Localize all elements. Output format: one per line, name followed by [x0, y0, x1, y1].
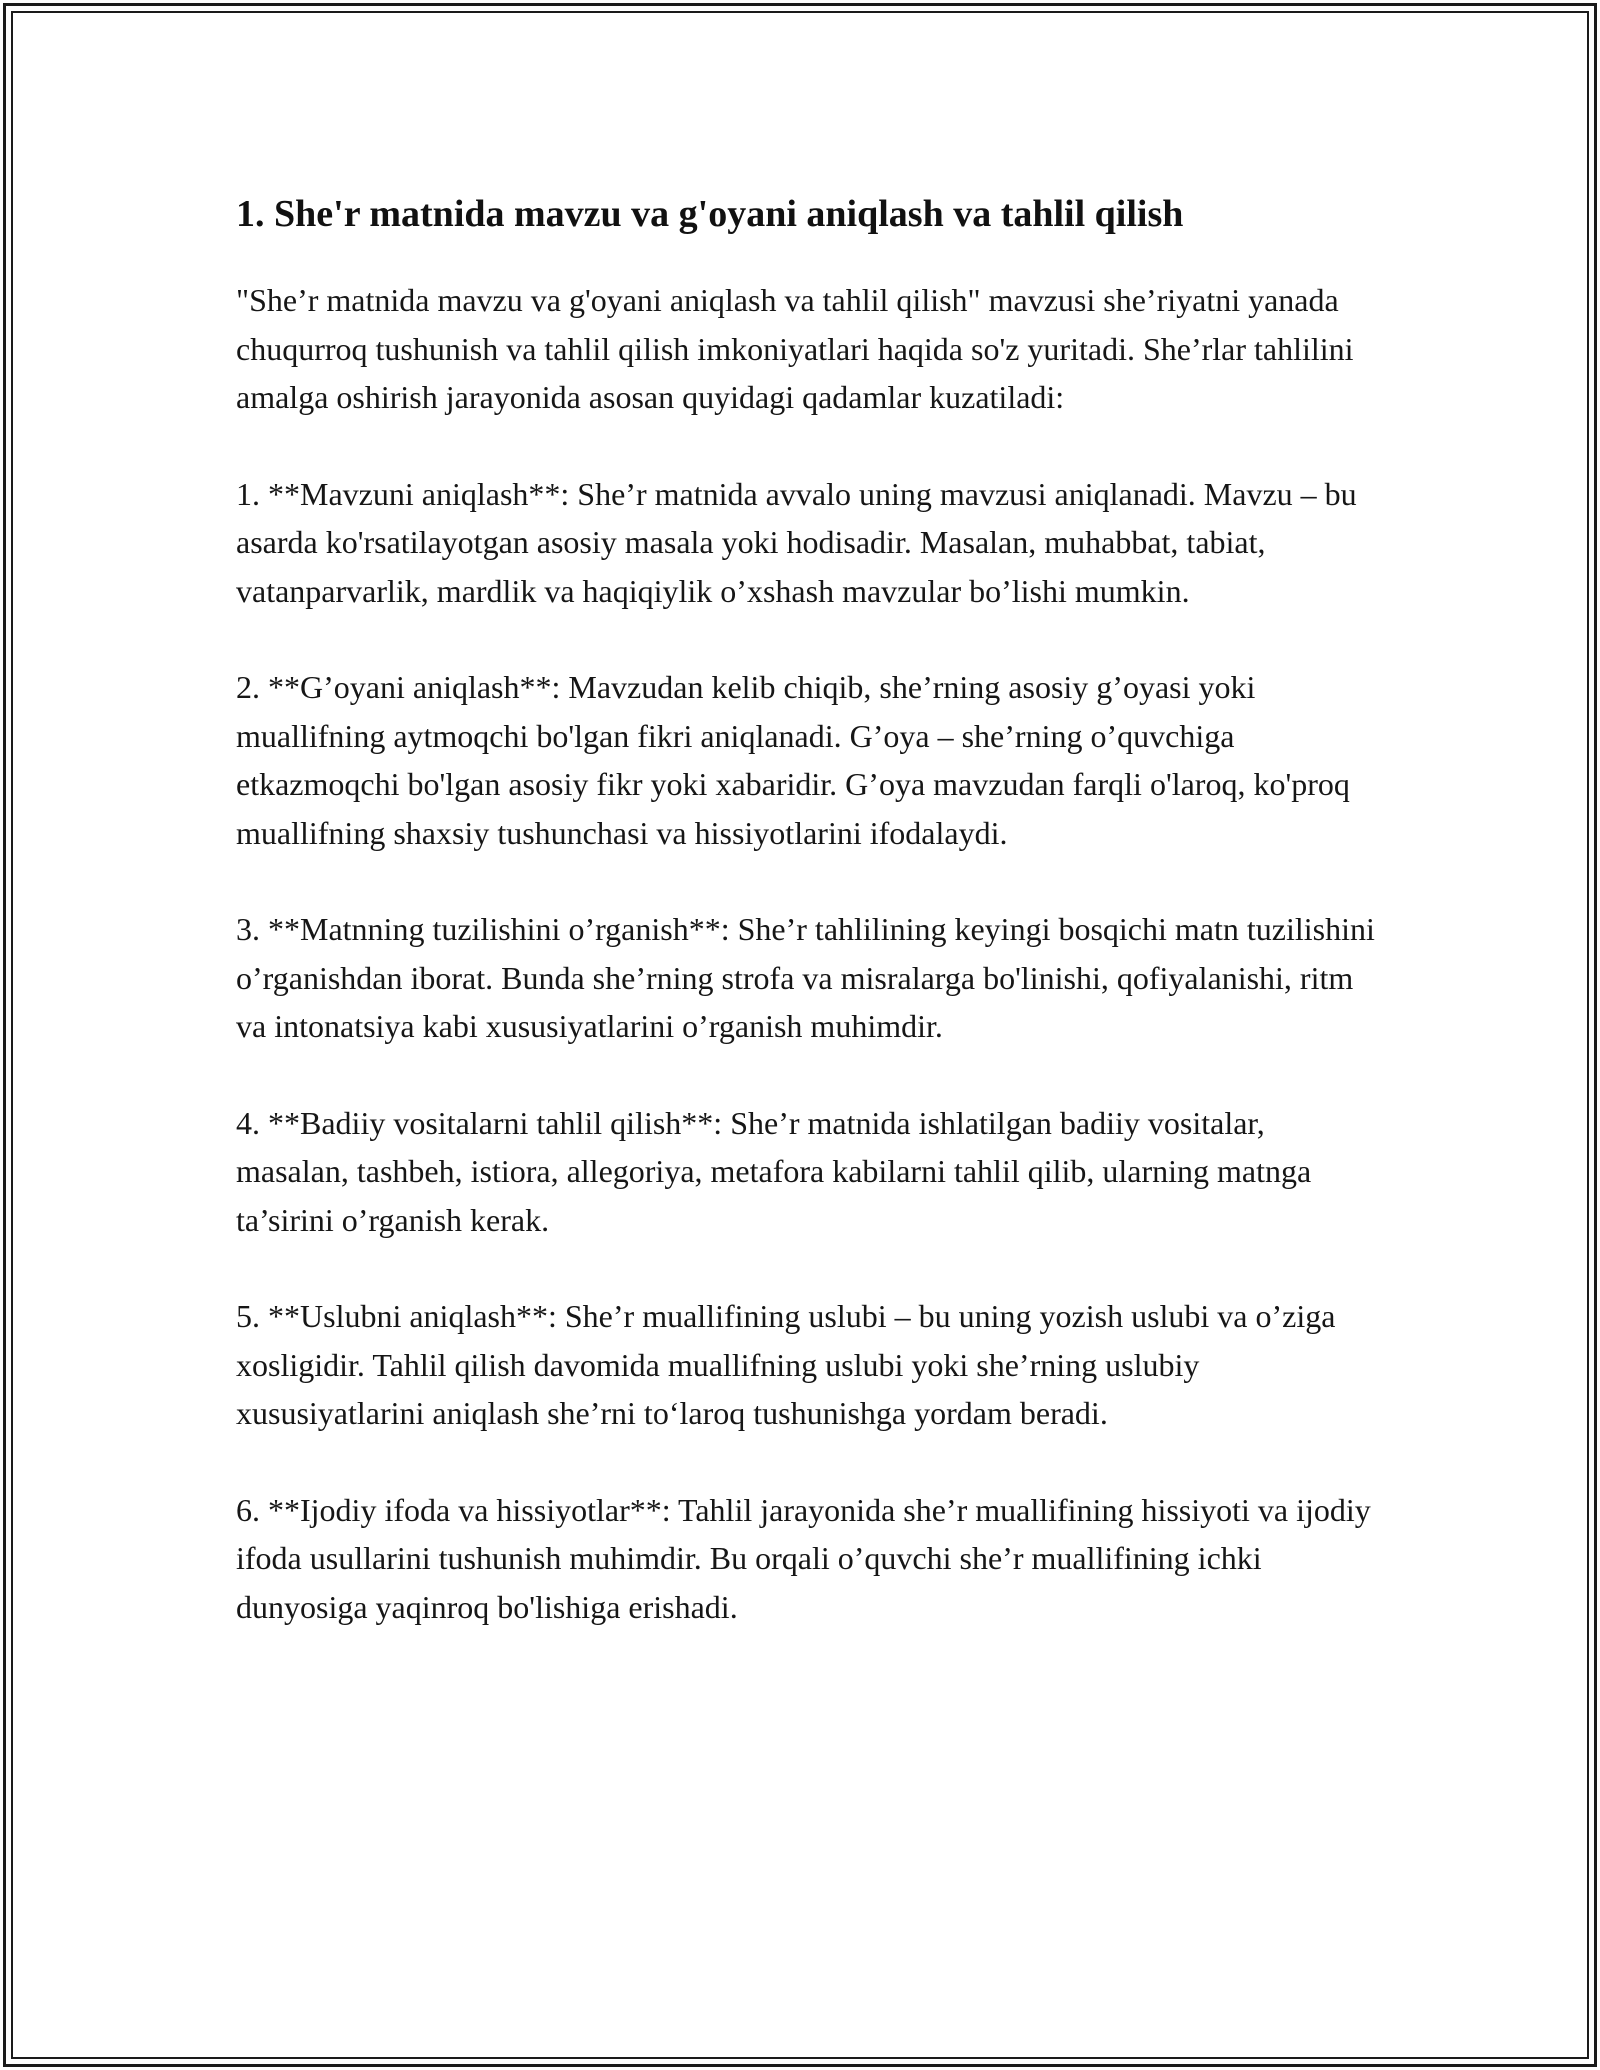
step-5-paragraph: 5. **Uslubni aniqlash**: She’r muallifining uslubi – bu uning yozish uslubi va o’ziga xosligidir. Tahlil qilish davomida muallifning uslubi yoki she’rning uslubiy xususiyatlarini aniqlash she’rni to‘laroq tushunishga yordam beradi. [236, 1298, 1336, 1431]
step-3-paragraph: 3. **Matnning tuzilishini o’rganish**: She’r tahlilining keyingi bosqichi matn tuzilishini o’rganishdan iborat. Bunda she’rning strofa va misralarga bo'linishi, qofiyalanishi, ritm va intonatsiya kabi xususiyatlarini o’rganish muhimdir. [236, 911, 1375, 1044]
document-body [236, 186, 1376, 1679]
intro-paragraph: "She’r matnida mavzu va g'oyani aniqlash va tahlil qilish" mavzusi she’riyatni yanada chuqurroq tushunish va tahlil qilish imkoniyatlari haqida so'z yuritadi. She’rlar tahlilini amalga oshirish jarayonida asosan quyidagi qadamlar kuzatiladi: [236, 282, 1354, 415]
document-title: 1. She'r matnida mavzu va g'oyani aniqlash va tahlil qilish [236, 193, 1184, 235]
step-1-paragraph: 1. **Mavzuni aniqlash**: She’r matnida avvalo uning mavzusi aniqlanadi. Mavzu – bu asarda ko'rsatilayotgan asosiy masala yoki hodisadir. Masalan, muhabbat, tabiat, vatanparvarlik, mardlik va haqiqiylik o’xshash mavzular bo’lishi mumkin. [236, 475, 1357, 609]
step-6-paragraph: 6. **Ijodiy ifoda va hissiyotlar**: Tahlil jarayonida she’r muallifining hissiyoti va ijodiy ifoda usullarini tushunish muhimdir. Bu orqali o’quvchi she’r muallifining ichki dunyosiga yaqinroq bo'lishiga erishadi. [236, 1491, 1371, 1625]
step-4-paragraph: 4. **Badiiy vositalarni tahlil qilish**: She’r matnida ishlatilgan badiiy vositalar, masalan, tashbeh, istiora, allegoriya, metafora kabilarni tahlil qilib, ularning matnga ta’sirini o’rganish kerak. [236, 1104, 1312, 1238]
step-2-paragraph: 2. **G’oyani aniqlash**: Mavzudan kelib chiqib, she’rning asosiy g’oyasi yoki muallifning aytmoqchi bo'lgan fikri aniqlanadi. G’oya – she’rning o’quvchiga etkazmoqchi bo'lgan asosiy fikr yoki xabaridir. G’oya mavzudan farqli o'laroq, ko'proq muallifning shaxsiy tushunchasi va hissiyotlarini ifodalaydi. [236, 669, 1350, 851]
